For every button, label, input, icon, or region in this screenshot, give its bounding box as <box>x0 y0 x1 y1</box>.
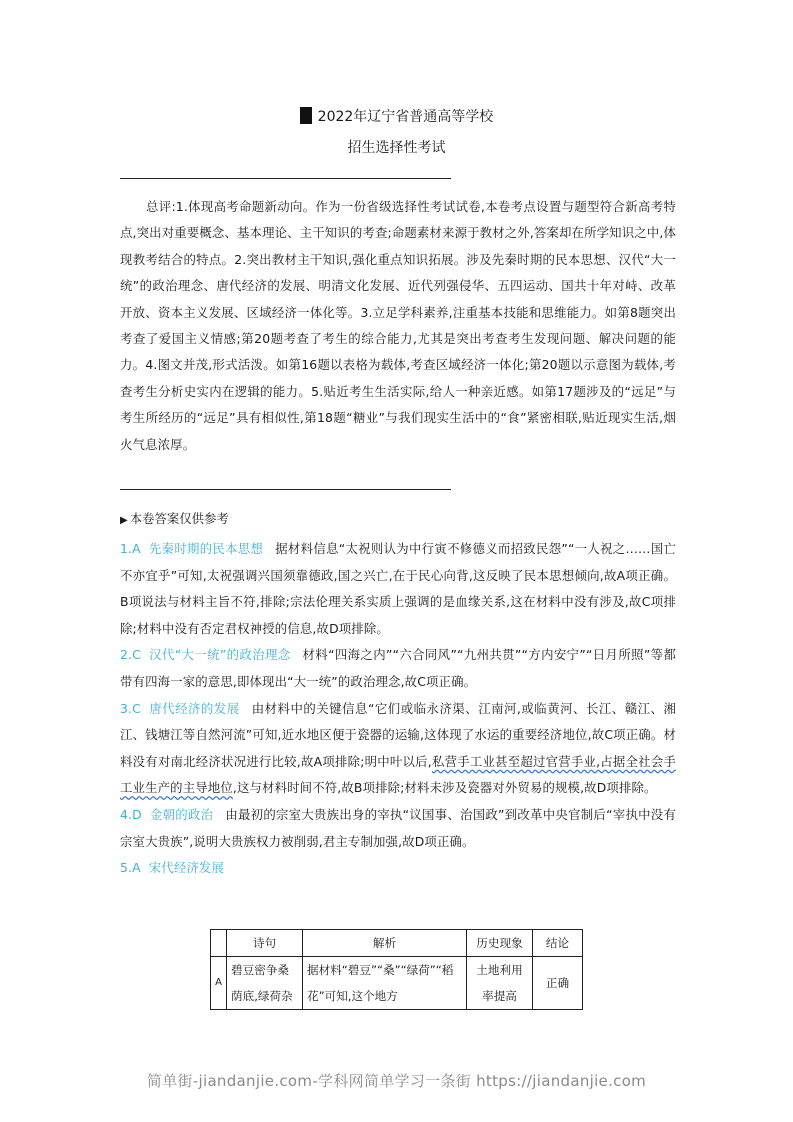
answer-number: 1.A <box>120 541 141 556</box>
table-header-row <box>211 930 583 957</box>
reference-heading <box>120 509 229 527</box>
answer-item-3 <box>120 696 676 802</box>
answer-item-4 <box>120 802 676 855</box>
answer-topic: 宋代经济发展 <box>148 860 224 876</box>
answer-item-2 <box>120 642 676 695</box>
divider-top <box>120 178 451 179</box>
table-header-cell <box>211 930 227 957</box>
table-cell-analysis: 据材料“碧豆”“桑”“绿荷”“稻花”可知,这个地方 <box>303 957 467 1010</box>
answer-item-1 <box>120 536 676 642</box>
answer-topic: 先秦时期的民本思想 <box>148 541 264 556</box>
table-row <box>211 957 583 1010</box>
answer-number: 4.D <box>120 806 142 822</box>
answer-text-end: ,这与材料时间不符,故B项排除;材料未涉及瓷器对外贸易的规模,故D项排除。 <box>232 780 657 796</box>
table-cell-poem: 碧豆密争桑荫底,绿荷杂 <box>227 957 303 1010</box>
table-cell-conclusion: 正确 <box>533 957 583 1010</box>
answer-number: 2.C <box>120 647 141 663</box>
table-header-cell: 解析 <box>303 930 467 957</box>
triangle-bullet-icon: ▶ <box>120 515 128 526</box>
answer-text: 据材料信息“太祝则认为中行寅不修德义而招致民怨”“一人祝之……国亡不亦宜乎”可知,太祝强调兴国须靠德政,国之兴亡,在于民心向背,这反映了民本思想倾向,故A项正确。B项说法与材料主旨不符,排除;宗法伦理关系实质上强调的是血缘关系,这在材料中没有涉及,故C项排除;材料中没有否定君权神授的信息,故D项排除。 <box>120 541 676 636</box>
document-subtitle: 招生选择性考试 <box>347 140 446 156</box>
answer-number: 3.C <box>120 700 141 716</box>
answer-number: 5.A <box>120 860 141 876</box>
table-header-cell: 结论 <box>533 930 583 957</box>
answer-text: 由最初的宗室大贵族出身的宰执“议国事、治国政”到改革中央官制后“宰执中没有宗室大贵族”,说明大贵族权力被削弱,君主专制加强,故D项正确。 <box>120 806 677 849</box>
answer-list <box>120 536 676 882</box>
title-marker-icon <box>300 107 312 124</box>
table-cell-option: A <box>211 957 227 1010</box>
answer-topic: 汉代“大一统”的政治理念 <box>148 647 291 663</box>
answer-topic: 金朝的政治 <box>149 806 214 822</box>
wavy-underlined-text: 私营手工业甚至超过官营手业,占据全社会手工业生产的主导地位 <box>120 753 676 796</box>
divider-bottom <box>120 489 451 490</box>
footer-watermark: 简单街-jiandanjie.com-学科网简单学习一条街 https://jiandanjie.com <box>146 1072 647 1090</box>
answer-topic: 唐代经济的发展 <box>148 700 240 716</box>
summary-paragraph: 总评:1.体现高考命题新动向。作为一份省级选择性考试试卷,本卷考点设置与题型符合新高考特点,突出对重要概念、基本理论、主干知识的考查;命题素材来源于教材之外,答案却在所学知识之中,体现教考结合的特点。2.突出教材主干知识,强化重点知识拓展。涉及先秦时期的民本思想、汉代“大一统”的政治理念、唐代经济的发展、明清文化发展、近代列强侵华、五四运动、国共十年对峙、改革开放、资本主义发展、区域经济一体化等。3.立足学科素养,注重基本技能和思维能力。如第8题突出考查了爱国主义情感;第20题考查了考生的综合能力,尤其是突出考查考生发现问题、解决问题的能力。4.图文并茂,形式活泼。如第16题以表格为载体,考查区域经济一体化;第20题以示意图为载体,考查考生分析史实内在逻辑的能力。5.贴近考生生活实际,给人一种亲近感。如第17题涉及的“远足”与考生所经历的“远足”具有相似性,第18题“糖业”与我们现实生活中的“食”紧密相联,贴近现实生活,烟火气息浓厚。 <box>120 199 676 452</box>
answer-text: 由材料中的关键信息“它们或临永济渠、江南河,或临黄河、长江、赣江、湘江、钱塘江等自然河流”可知,近水地区便于瓷器的运输,这体现了水运的重要经济地位,故C项正确。材料没有对南北经济状况进行比较,故A项排除;明中叶以后, <box>120 700 676 769</box>
reference-heading-text: 本卷答案仅供参考 <box>129 511 229 526</box>
table-header-cell: 历史现象 <box>467 930 533 957</box>
answer-item-5 <box>120 855 676 882</box>
title-line-1: 2022年辽宁省普通高等学校 <box>317 109 494 125</box>
answer-table <box>210 929 583 1010</box>
table-cell-phenomenon: 土地利用率提高 <box>467 957 533 1010</box>
table-header-cell: 诗句 <box>227 930 303 957</box>
answer-text: 材料“四海之内”“六合同风”“九州共贯”“方内安宁”“日月所照”等都带有四海一家的意思,即体现出“大一统”的政治理念,故C项正确。 <box>120 647 676 689</box>
document-title <box>0 106 793 126</box>
